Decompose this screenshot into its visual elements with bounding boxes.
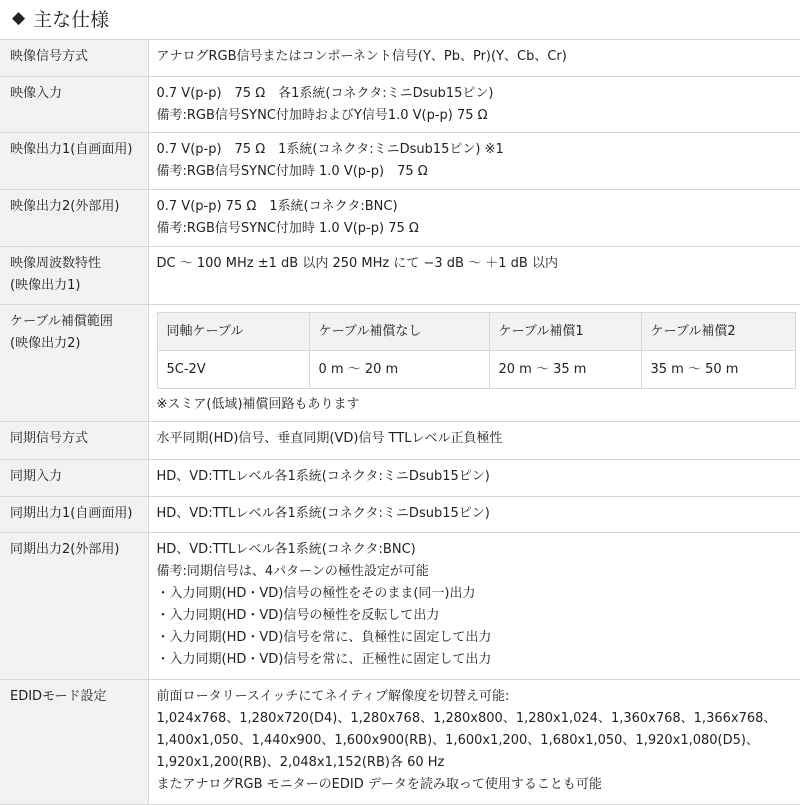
- row-label: 同期信号方式: [0, 422, 148, 460]
- table-row: [0, 40, 800, 77]
- row-value: [148, 305, 800, 422]
- row-label: [0, 247, 148, 305]
- value-line: HD、VD:TTLレベル各1系統(コネクタ:BNC): [157, 539, 800, 561]
- cable-data-row: [157, 351, 795, 389]
- value-line: 備考:同期信号は、4パターンの極性設定が可能: [157, 561, 800, 583]
- table-row: [0, 133, 800, 190]
- value-line: 備考:RGB信号SYNC付加時およびY信号1.0 V(p-p) 75 Ω: [157, 105, 800, 127]
- row-label: [0, 305, 148, 422]
- label-line: (映像出力1): [10, 275, 148, 297]
- cable-table: [157, 312, 796, 389]
- cable-header: ケーブル補償1: [489, 313, 641, 351]
- cable-cell: 5C-2V: [157, 351, 309, 389]
- value-line: HD、VD:TTLレベル各1系統(コネクタ:ミニDsub15ピン): [157, 466, 800, 488]
- row-value: [148, 497, 800, 533]
- row-label: 映像入力: [0, 77, 148, 133]
- row-label: 同期出力2(外部用): [0, 533, 148, 680]
- table-row: [0, 422, 800, 460]
- value-line: 前面ロータリースイッチにてネイティブ解像度を切替え可能:: [157, 686, 800, 708]
- value-line: 0.7 V(p-p) 75 Ω 1系統(コネクタ:BNC): [157, 196, 800, 218]
- row-label: 同期出力1(自画面用): [0, 497, 148, 533]
- value-line: ・入力同期(HD・VD)信号の極性をそのまま(同一)出力: [157, 583, 800, 605]
- value-line: ・入力同期(HD・VD)信号を常に、正極性に固定して出力: [157, 649, 800, 671]
- table-row: [0, 533, 800, 680]
- table-row: [0, 680, 800, 805]
- row-value: [148, 40, 800, 77]
- row-label: 同期入力: [0, 460, 148, 497]
- row-value: [148, 77, 800, 133]
- cable-cell: 0 m ～ 20 m: [309, 351, 489, 389]
- value-line: アナログRGB信号またはコンポーネント信号(Y、Pb、Pr)(Y、Cb、Cr): [157, 46, 800, 68]
- value-line: 0.7 V(p-p) 75 Ω 各1系統(コネクタ:ミニDsub15ピン): [157, 83, 800, 105]
- row-value: [148, 680, 800, 805]
- section-heading: [12, 2, 109, 34]
- label-line: 映像周波数特性: [10, 253, 148, 275]
- label-line: (映像出力2): [10, 333, 148, 355]
- row-value: [148, 133, 800, 190]
- row-label: EDIDモード設定: [0, 680, 148, 805]
- value-line: ・入力同期(HD・VD)信号の極性を反転して出力: [157, 605, 800, 627]
- value-line: 1,400x1,050、1,440x900、1,600x900(RB)、1,600x1,200、1,680x1,050、1,920x1,080(D5)、: [157, 730, 800, 752]
- table-row: [0, 305, 800, 422]
- value-line: 1,024x768、1,280x720(D4)、1,280x768、1,280x800、1,280x1,024、1,360x768、1,366x768、: [157, 708, 800, 730]
- section-title: 主な仕様: [33, 5, 109, 32]
- table-row: [0, 460, 800, 497]
- label-line: ケーブル補償範囲: [10, 311, 148, 333]
- cable-cell: 20 m ～ 35 m: [489, 351, 641, 389]
- row-value: [148, 460, 800, 497]
- value-line: またアナログRGB モニターのEDID データを読み取って使用することも可能: [157, 774, 800, 796]
- row-label: 映像出力2(外部用): [0, 190, 148, 247]
- cable-header: ケーブル補償なし: [309, 313, 489, 351]
- row-value: [148, 533, 800, 680]
- value-line: 1,920x1,200(RB)、2,048x1,152(RB)各 60 Hz: [157, 752, 800, 774]
- row-value: [148, 247, 800, 305]
- value-line: HD、VD:TTLレベル各1系統(コネクタ:ミニDsub15ピン): [157, 503, 800, 525]
- table-row: [0, 77, 800, 133]
- row-value: [148, 190, 800, 247]
- table-row: [0, 247, 800, 305]
- cable-cell: 35 m ～ 50 m: [641, 351, 795, 389]
- spec-table: [0, 39, 800, 805]
- value-line: 水平同期(HD)信号、垂直同期(VD)信号 TTLレベル正負極性: [157, 428, 800, 450]
- row-value: [148, 422, 800, 460]
- cable-note: ※スミア(低域)補償回路もあります: [157, 394, 800, 416]
- row-label: 映像出力1(自画面用): [0, 133, 148, 190]
- cable-header-row: [157, 313, 795, 351]
- diamond-icon: ◆: [12, 8, 25, 28]
- table-row: [0, 190, 800, 247]
- value-line: DC ～ 100 MHz ±1 dB 以内 250 MHz にて −3 dB ～ ＋1 dB 以内: [157, 253, 800, 275]
- value-line: ・入力同期(HD・VD)信号を常に、負極性に固定して出力: [157, 627, 800, 649]
- value-line: 備考:RGB信号SYNC付加時 1.0 V(p-p) 75 Ω: [157, 161, 800, 183]
- cable-header: 同軸ケーブル: [157, 313, 309, 351]
- table-row: [0, 497, 800, 533]
- row-label: 映像信号方式: [0, 40, 148, 77]
- cable-header: ケーブル補償2: [641, 313, 795, 351]
- value-line: 0.7 V(p-p) 75 Ω 1系統(コネクタ:ミニDsub15ピン) ※1: [157, 139, 800, 161]
- value-line: 備考:RGB信号SYNC付加時 1.0 V(p-p) 75 Ω: [157, 218, 800, 240]
